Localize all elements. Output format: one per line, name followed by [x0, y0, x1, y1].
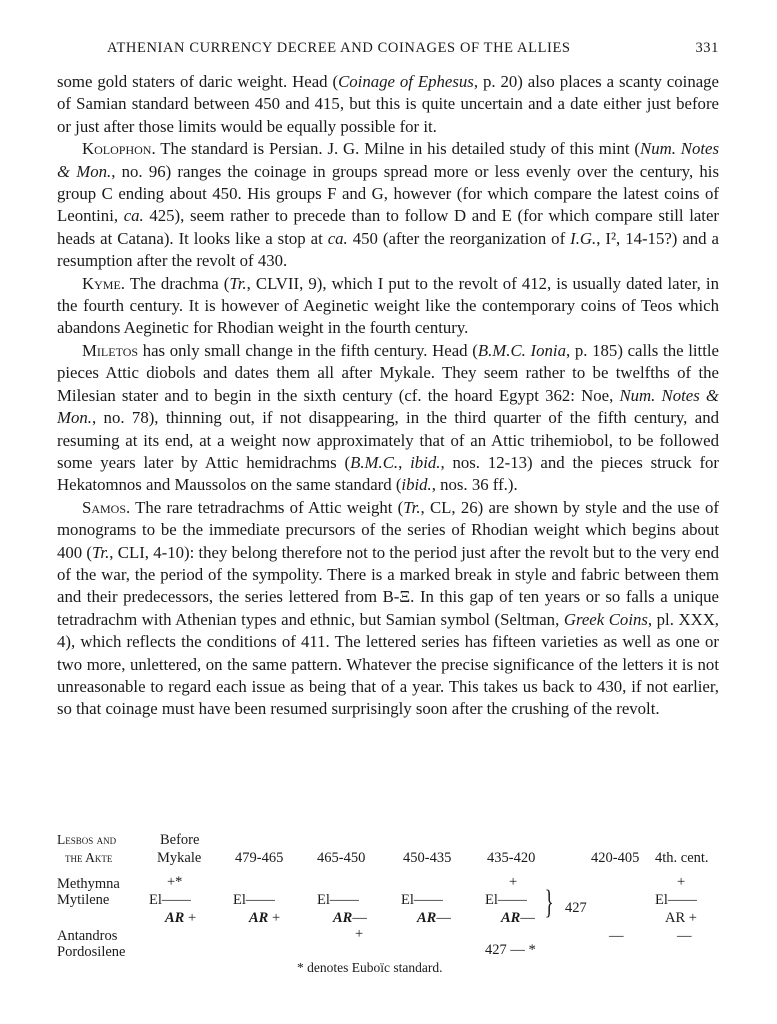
mark-mytilene-el-450: El——: [401, 892, 443, 908]
col-header-420: 420-405: [591, 850, 640, 866]
mark-mytilene-ar-435: AR—: [501, 910, 535, 926]
mark-antandros-4th: —: [677, 928, 692, 944]
mark-mytilene-el-465: El——: [317, 892, 359, 908]
page-number: 331: [695, 40, 719, 56]
col-header-479: 479-465: [235, 850, 284, 866]
col-header-before: Before: [160, 832, 200, 848]
heading-kyme: Kyme: [82, 273, 121, 293]
region-header-2: the Akte: [65, 850, 113, 865]
row-label-pordosilene: Pordosilene: [57, 944, 126, 960]
col-header-450: 450-435: [403, 850, 452, 866]
heading-kolophon: Kolophon: [82, 139, 152, 159]
paragraph-1: some gold staters of daric weight. Head (Coinage of Ephesus, p. 20) also places a scanty coinage of Samian standard between 450 and 415, but this is quite uncertain and a date either just before or just after those limits would be equally possible for it.: [57, 72, 719, 136]
heading-miletos: Miletos: [82, 340, 139, 360]
mark-mytilene-el-479: El——: [233, 892, 275, 908]
mark-mytilene-el-before: El——: [149, 892, 191, 908]
paragraph-samos: Samos. The rare tetradrachms of Attic weight (Tr., CL, 26) are shown by style and the use of monograms to be the immediate precursors of the series of Rhodian weight which begins about 400 (Tr., CLI, 4-10): they belong therefore not to the period just after the revolt but to the very end of the war, the period of the sympolity. There is a marked break in style and fabric between them and their predecessors, the series lettered from B-Ξ. In this gap of ten years or so falls a unique tetradrachm with Athenian types and ethnic, but Samian symbol (Seltman, Greek Coins, pl. XXX, 4), which reflects the conditions of 411. The lettered series has fifteen varieties as well as one or two more, unlettered, on the same pattern. Whatever the precise significance of the letters it is not unreasonable to regard each issue as being that of a year. This takes us back to 430, if not earlier, so that coinage must have been resumed surprisingly soon after the crushing of the revolt.: [57, 497, 720, 719]
heading-samos: Samos: [82, 497, 127, 517]
brace-year-427: 427: [565, 900, 587, 916]
region-header: Lesbos and: [57, 832, 117, 847]
col-header-4th: 4th. cent.: [655, 850, 709, 866]
col-header-465: 465-450: [317, 850, 366, 866]
mark-mytilene-ar-4th: AR +: [665, 910, 697, 926]
mark-mytilene-ar-465: AR—: [333, 910, 367, 926]
running-header: [107, 40, 719, 57]
paragraph-kyme: Kyme. The drachma (Tr., CLVII, 9), which I put to the revolt of 412, is usually dated later, in the fourth century. It is however of Aeginetic weight like the contemporary coins of Teos which abandons Aeginetic for Rhodian weight in the fourth century.: [57, 273, 719, 338]
page: [57, 40, 719, 721]
mark-methymna-435: +: [509, 874, 518, 890]
body-text: [57, 71, 719, 721]
col-header-mykale: Mykale: [157, 850, 202, 866]
col-header-435: 435-420: [487, 850, 536, 866]
mark-antandros-465: +: [355, 926, 364, 942]
footnote: * denotes Euboïc standard.: [297, 960, 443, 975]
mark-mytilene-ar-before: AR +: [165, 910, 197, 926]
mark-methymna-before: +*: [167, 874, 183, 890]
row-label-mytilene: Mytilene: [57, 892, 110, 908]
mark-mytilene-el-4th: El——: [655, 892, 697, 908]
mark-mytilene-ar-450: AR—: [417, 910, 451, 926]
running-title: ATHENIAN CURRENCY DECREE AND COINAGES OF THE ALLIES: [107, 40, 571, 56]
row-label-methymna: Methymna: [57, 876, 120, 892]
brace-symbol: }: [544, 884, 554, 921]
mark-antandros-420: —: [609, 928, 624, 944]
paragraph-miletos: Miletos has only small change in the fifth century. Head (B.M.C. Ionia, p. 185) calls the little pieces Attic diobols and dates them all after Mykale. They seem rather to be twelfths of the Milesian stater and to begin in the sixth century (cf. the hoard Egypt 362: Noe, Num. Notes & Mon., no. 78), thinning out, if not disappearing, in the third quarter of the fifth century, and resuming at its end, at a weight now approximately that of an Attic trihemiobol, to be followed some years later by Attic hemidrachms (B.M.C., ibid., nos. 12-13) and the pieces struck for Hekatomnos and Maussolos on the same standard (ibid., nos. 36 ff.).: [57, 340, 720, 495]
mark-pordosilene-435: 427 — *: [485, 942, 536, 958]
mark-mytilene-el-435: El——: [485, 892, 527, 908]
mark-mytilene-ar-479: AR +: [249, 910, 281, 926]
paragraph-kolophon: Kolophon. The standard is Persian. J. G. Milne in his detailed study of this mint (Num. Notes & Mon., no. 96) ranges the coinage in groups spread more or less evenly over the century, his group C ending about 450. His groups F and G, however (for which compare the latest coins of Leontini, ca. 425), seem rather to precede than to follow D and E (for which compare still later heads at Catana). It looks like a stop at ca. 450 (after the reorganization of I.G., I², 14-15?) and a resumption after the revolt of 430.: [57, 139, 720, 271]
mark-methymna-4th: +: [677, 874, 686, 890]
coinage-table: [57, 830, 723, 980]
row-label-antandros: Antandros: [57, 928, 118, 944]
